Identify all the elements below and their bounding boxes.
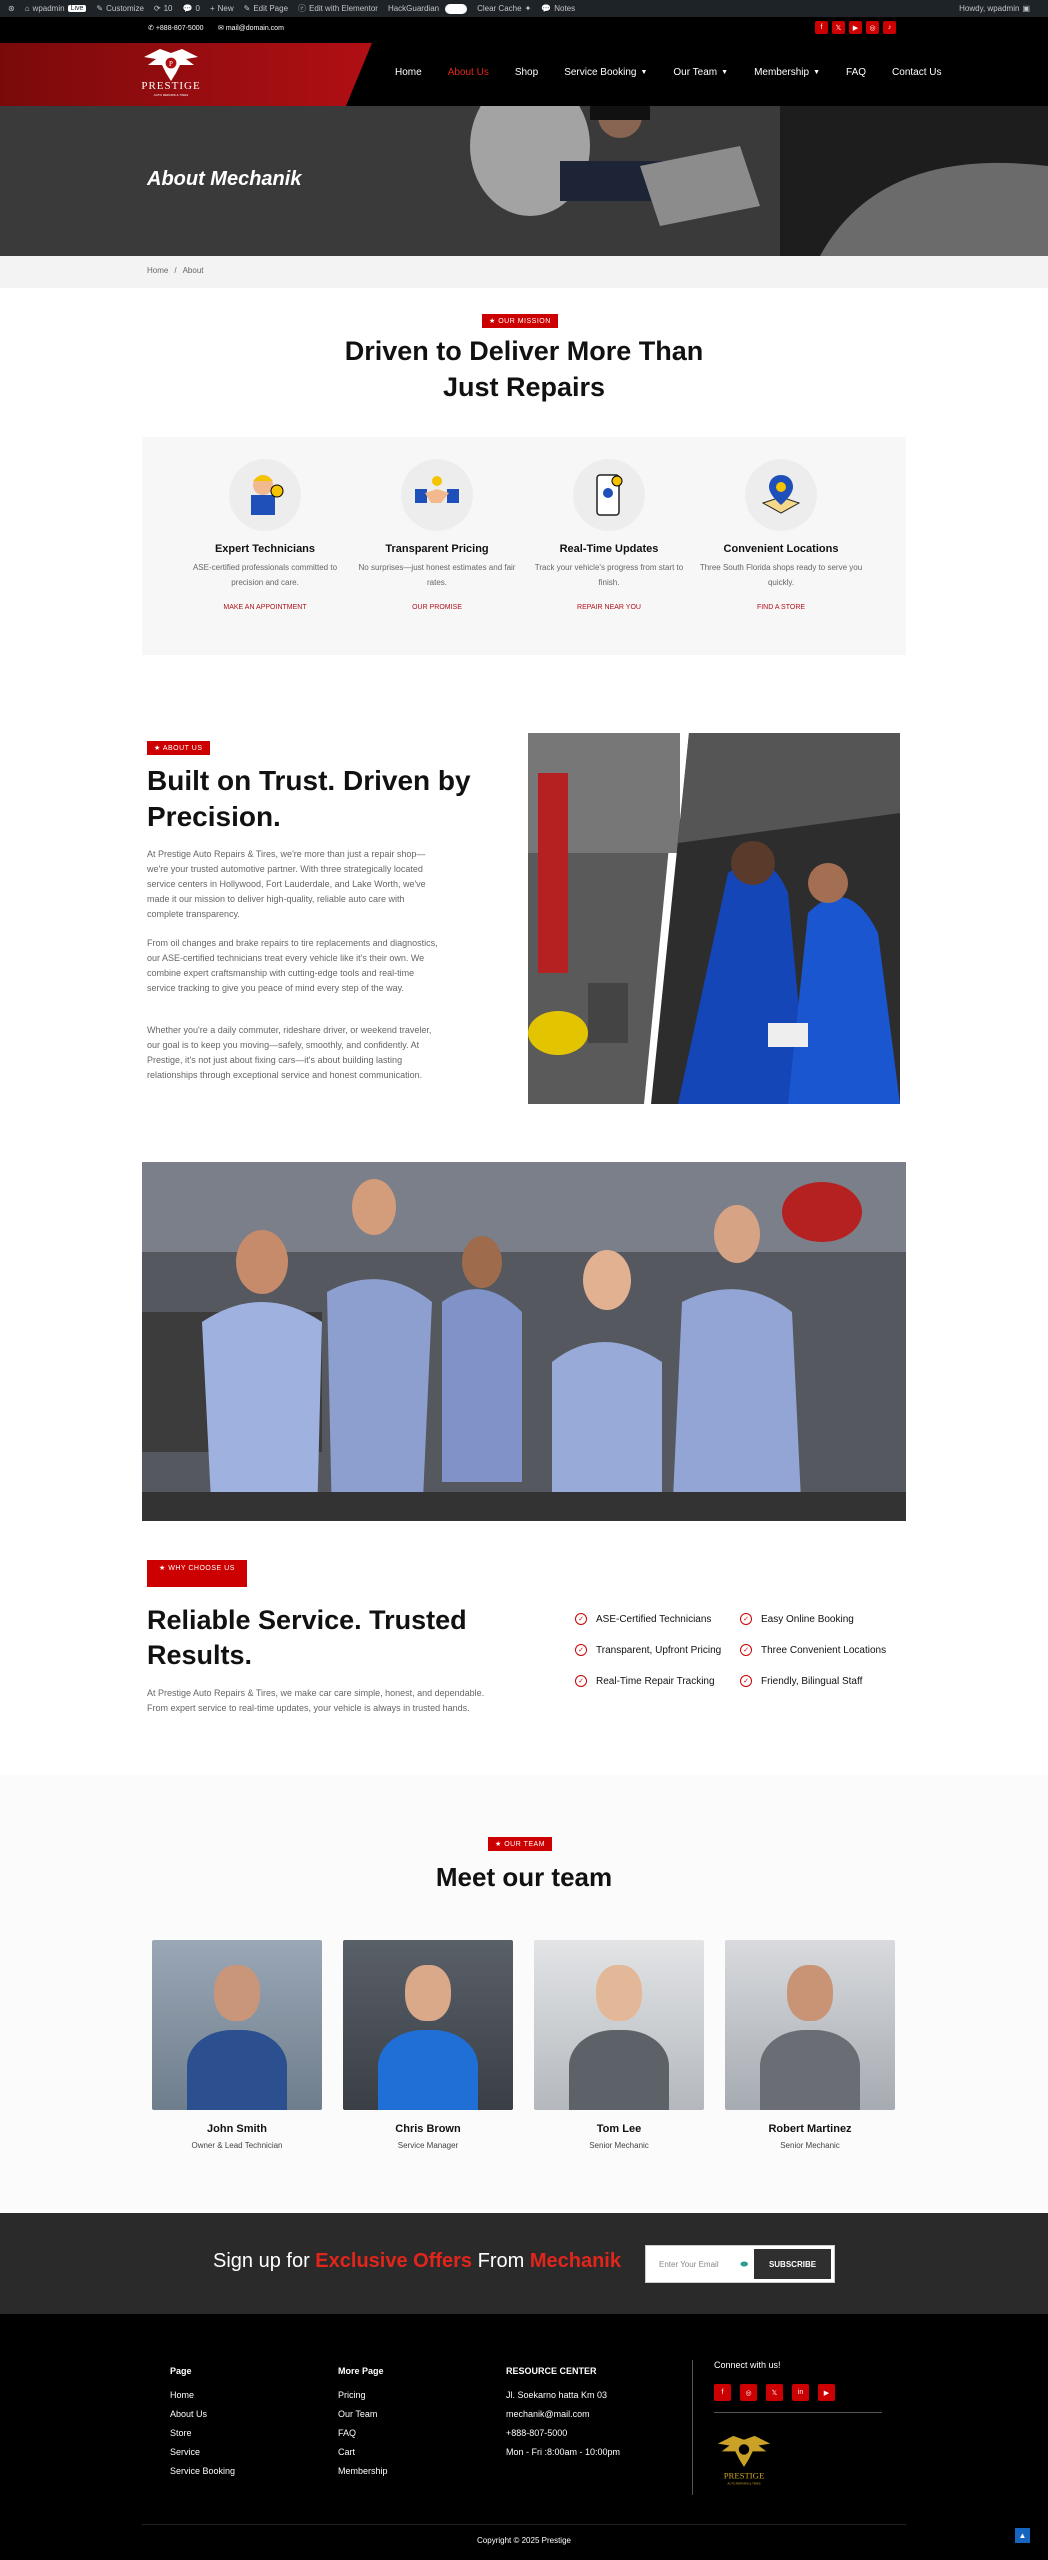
team-member-card[interactable] <box>534 1940 704 2150</box>
why-choose-badge: ★ WHY CHOOSE US <box>147 1560 247 1587</box>
chevron-up-icon: ▲ <box>1018 2531 1027 2540</box>
member-role: Service Manager <box>397 2141 459 2150</box>
mission-badge: ★ OUR MISSION <box>482 314 558 328</box>
check-label: Real-Time Repair Tracking <box>596 1675 715 1687</box>
check-label: Transparent, Upfront Pricing <box>596 1644 722 1656</box>
nav-shop[interactable] <box>515 67 538 78</box>
footer-col-title: Page <box>170 2366 192 2376</box>
footer-link[interactable]: Service <box>170 2447 201 2457</box>
about-badge: ★ ABOUT US <box>147 741 210 755</box>
mission-title <box>0 333 1048 405</box>
wp-logo-icon[interactable]: ⊛ <box>8 4 15 13</box>
notes-link[interactable]: 💬 Notes <box>541 4 576 13</box>
nav-about-label: About Us <box>447 67 489 78</box>
topbar-email-text: mail@domain.com <box>225 25 284 32</box>
breadcrumb-separator: / <box>174 266 177 275</box>
footer-connect-divider <box>714 2412 882 2413</box>
our-promise-link[interactable]: OUR PROMISE <box>412 604 462 611</box>
hackguardian-label: HackGuardian <box>387 4 440 13</box>
check-label: Friendly, Bilingual Staff <box>761 1675 863 1687</box>
new-link[interactable]: + New <box>209 4 234 13</box>
about-images <box>528 733 900 1105</box>
live-badge: Live <box>68 5 87 12</box>
find-a-store-link[interactable]: FIND A STORE <box>756 604 806 611</box>
chevron-down-icon: ▼ <box>813 69 821 76</box>
customize-link[interactable]: ✎ Customize <box>96 4 144 13</box>
mail-icon: ✉ <box>218 25 224 32</box>
site-logo[interactable] <box>140 45 202 100</box>
subscribe-button[interactable]: SUBSCRIBE <box>754 2249 831 2279</box>
member-role: Senior Mechanic <box>780 2141 840 2150</box>
team-group-photo <box>142 1162 906 1521</box>
nav-home-label: Home <box>395 67 422 78</box>
feature-real-time-updates <box>524 459 694 611</box>
about-paragraph-1: At Prestige Auto Repairs & Tires, we're more than just a repair shop—we're your trusted automotive partner. With three strategically located service centers in Hollywood, Fort Lauderdale, and Lake Worth, we've made it our mission to deliver high-quality, reliable auto care with complete transparency. <box>147 849 426 919</box>
map-pin-icon <box>745 459 817 531</box>
eagle-logo-icon <box>714 2432 774 2492</box>
features-panel <box>142 437 906 655</box>
customize-label: Customize <box>106 4 144 13</box>
howdy-label: Howdy, wpadmin <box>959 4 1020 13</box>
team-title: Meet our team <box>435 1862 613 1892</box>
member-name: Chris Brown <box>395 2123 461 2135</box>
feature-title: Transparent Pricing <box>385 543 489 555</box>
check-circle-icon: ✓ <box>575 1644 587 1656</box>
newsletter-form <box>646 2246 834 2282</box>
main-nav <box>395 39 968 106</box>
feature-convenient-locations <box>696 459 866 611</box>
nav-membership-label: Membership <box>754 67 810 78</box>
member-role: Senior Mechanic <box>589 2141 649 2150</box>
make-appointment-link[interactable]: MAKE AN APPOINTMENT <box>223 604 307 611</box>
newsletter-section <box>0 2213 1048 2314</box>
youtube-icon[interactable]: ▶ <box>818 2384 835 2401</box>
team-badge: ★ OUR TEAM <box>488 1837 552 1851</box>
comments-count: 0 <box>195 4 200 13</box>
check-circle-icon: ✓ <box>740 1644 752 1656</box>
about-paragraph-2: From oil changes and brake repairs to tire replacements and diagnostics, our ASE-certified technicians treat every vehicle like it's their own. We combine expert craftsmanship with cutting-edge tools and real-time service tracking to give you peace of mind every step of the way. <box>147 938 438 993</box>
member-name: Robert Martinez <box>768 2123 852 2135</box>
comments-link[interactable]: 💬 0 <box>182 4 200 13</box>
member-role: Owner & Lead Technician <box>191 2141 283 2150</box>
check-label: Easy Online Booking <box>761 1613 854 1625</box>
footer-link[interactable]: FAQ <box>338 2428 357 2438</box>
feature-title: Real-Time Updates <box>559 543 659 555</box>
nav-service-label: Service Booking <box>564 67 637 78</box>
chevron-down-icon: ▼ <box>640 69 648 76</box>
nav-our-team[interactable] <box>673 67 728 78</box>
newsletter-heading <box>213 2250 621 2273</box>
breadcrumb <box>0 256 1048 288</box>
wp-admin-bar <box>0 0 1048 17</box>
nav-about-us[interactable] <box>448 67 489 78</box>
admin-site-label: wpadmin <box>32 4 65 13</box>
admin-site-link[interactable]: ⌂ wpadmin Live <box>25 4 87 13</box>
check-item <box>740 1644 886 1656</box>
x-icon[interactable]: 𝕏 <box>766 2384 783 2401</box>
member-name: Tom Lee <box>596 2123 642 2135</box>
newsletter-text-1: Sign up for <box>213 2250 316 2272</box>
check-item <box>575 1613 711 1625</box>
eagle-logo-icon <box>140 45 202 85</box>
feature-title: Expert Technicians <box>214 543 316 555</box>
check-item <box>575 1675 715 1687</box>
footer-phone[interactable]: +888-807-5000 <box>506 2428 568 2438</box>
nav-home[interactable] <box>395 67 422 78</box>
about-paragraph-3: Whether you're a daily commuter, rideshare driver, or weekend traveler, our goal is to keep you moving—safely, smoothly, and confidently. At Prestige, it's not just about fixing cars—it's about building lasting relationships through exceptional service and honest communication. <box>147 1025 432 1080</box>
team-member-card[interactable] <box>343 1940 513 2150</box>
updates-count: 10 <box>163 4 173 13</box>
topbar-socials <box>815 21 896 34</box>
member-name: John Smith <box>207 2123 267 2135</box>
feature-desc: ASE-certified professionals committed to precision and care. <box>192 563 338 587</box>
nav-shop-label: Shop <box>514 67 539 78</box>
facebook-icon[interactable]: f <box>815 21 828 34</box>
breadcrumb-current: About <box>182 266 204 275</box>
howdy-link[interactable]: Howdy, wpadmin ▣ <box>959 4 1030 13</box>
mission-title-line2: Just Repairs <box>442 372 606 402</box>
footer-link[interactable]: Pricing <box>338 2390 366 2400</box>
contact-topbar <box>0 17 1048 39</box>
notes-label: Notes <box>554 4 576 13</box>
nav-faq-label: FAQ <box>846 67 867 78</box>
member-photo <box>152 1940 322 2110</box>
nav-contact-label: Contact Us <box>892 67 942 78</box>
page-hero <box>0 106 1048 256</box>
check-label: Three Convenient Locations <box>761 1644 887 1656</box>
edit-page-label: Edit Page <box>253 4 289 13</box>
member-photo <box>534 1940 704 2110</box>
chevron-down-icon: ▼ <box>721 69 729 76</box>
footer-divider <box>692 2360 693 2495</box>
topbar-phone[interactable] <box>148 24 204 32</box>
feature-expert-technicians <box>180 459 350 611</box>
member-photo <box>343 1940 513 2110</box>
footer-col-title: RESOURCE CENTER <box>506 2366 597 2376</box>
breadcrumb-home[interactable]: Home <box>147 266 169 275</box>
team-member-card[interactable] <box>725 1940 895 2150</box>
phone-update-icon <box>573 459 645 531</box>
team-member-card[interactable] <box>152 1940 322 2150</box>
logo-tagline: AUTO REPAIRS & TIRES <box>153 93 189 97</box>
nav-faq[interactable] <box>846 67 866 78</box>
topbar-phone-text: +888-807-5000 <box>155 25 204 32</box>
check-circle-icon: ✓ <box>575 1675 587 1687</box>
feature-title: Convenient Locations <box>723 543 839 555</box>
check-label: ASE-Certified Technicians <box>596 1613 712 1625</box>
elementor-link[interactable]: ⓔ Edit with Elementor <box>298 4 378 13</box>
email-input[interactable]: Enter Your Email <box>659 2259 719 2269</box>
hackguardian-link[interactable] <box>388 4 467 14</box>
footer-logo[interactable] <box>714 2432 774 2492</box>
linkedin-icon[interactable]: in <box>792 2384 809 2401</box>
mission-title-line1: Driven to Deliver More Than <box>344 336 704 366</box>
footer-col-resource <box>506 2366 620 2466</box>
feature-transparent-pricing <box>352 459 522 611</box>
instagram-icon[interactable]: ◎ <box>866 21 879 34</box>
footer-col-more <box>338 2366 388 2485</box>
new-label: New <box>217 4 234 13</box>
newsletter-highlight-2: Mechanik <box>529 2250 621 2272</box>
feature-desc: Track your vehicle's progress from start to finish. <box>534 563 684 587</box>
svg-text:P: P <box>169 60 173 68</box>
nav-membership[interactable] <box>754 67 820 78</box>
feature-desc: No surprises—just honest estimates and fair rates. <box>358 563 516 587</box>
technician-icon <box>229 459 301 531</box>
footer-address: Jl. Soekarno hatta Km 03 <box>506 2390 608 2400</box>
check-item <box>740 1675 862 1687</box>
x-icon[interactable]: 𝕏 <box>832 21 845 34</box>
logo-brand: PRESTIGE <box>141 80 201 92</box>
repair-near-you-link[interactable]: REPAIR NEAR YOU <box>577 604 641 611</box>
copyright: Copyright © 2025 Prestige <box>477 2536 571 2545</box>
check-circle-icon: ✓ <box>740 1613 752 1625</box>
hackguardian-toggle[interactable] <box>445 4 467 14</box>
why-description: At Prestige Auto Repairs & Tires, we make car care simple, honest, and dependable. From expert service to real-time updates, your vehicle is always in trusted hands. <box>147 1688 485 1713</box>
edit-page-link[interactable]: ✎ Edit Page <box>243 4 289 13</box>
footer-col-title: More Page <box>338 2366 384 2376</box>
check-item <box>575 1644 721 1656</box>
about-title: Built on Trust. Driven by Precision. <box>147 765 471 832</box>
footer-col-page <box>170 2366 235 2485</box>
nav-service-booking[interactable] <box>564 67 647 78</box>
footer-logo-brand: PRESTIGE <box>723 2470 765 2481</box>
feature-desc: Three South Florida shops ready to serve you quickly. <box>699 563 863 587</box>
password-manager-icon[interactable]: ⬬ <box>740 2258 748 2269</box>
check-circle-icon: ✓ <box>575 1613 587 1625</box>
page-title: About Mechanik <box>147 168 302 190</box>
phone-icon: ✆ <box>148 25 154 32</box>
nav-contact-us[interactable] <box>892 67 941 78</box>
elementor-label: Edit with Elementor <box>309 4 378 13</box>
footer-connect-heading: Connect with us! <box>714 2360 781 2370</box>
site-header <box>0 39 1048 106</box>
facebook-icon[interactable]: f <box>714 2384 731 2401</box>
why-title: Reliable Service. Trusted Results. <box>147 1605 467 1670</box>
footer-link[interactable]: Service Booking <box>170 2466 236 2476</box>
footer-logo-tagline: AUTO REPAIRS & TIRES <box>727 2481 761 2486</box>
footer-link[interactable]: Cart <box>338 2447 356 2457</box>
topbar-email[interactable] <box>218 24 284 32</box>
youtube-icon[interactable]: ▶ <box>849 21 862 34</box>
footer-email[interactable]: mechanik@mail.com <box>506 2409 590 2419</box>
footer-link[interactable]: Store <box>170 2428 192 2438</box>
footer-link[interactable]: Home <box>170 2390 195 2400</box>
newsletter-text-2: From <box>472 2250 530 2272</box>
footer-link[interactable]: Membership <box>338 2466 388 2476</box>
check-item <box>740 1613 854 1625</box>
footer-link[interactable]: About Us <box>170 2409 208 2419</box>
footer-bottom-divider <box>142 2524 906 2525</box>
instagram-icon[interactable]: ◎ <box>740 2384 757 2401</box>
member-photo <box>725 1940 895 2110</box>
nav-team-label: Our Team <box>673 67 718 78</box>
footer-socials <box>714 2384 835 2401</box>
newsletter-highlight-1: Exclusive Offers <box>315 2250 473 2272</box>
check-circle-icon: ✓ <box>740 1675 752 1687</box>
updates-link[interactable]: ⟳ 10 <box>153 4 173 13</box>
clear-cache-label: Clear Cache <box>477 4 522 13</box>
footer-link[interactable]: Our Team <box>338 2409 378 2419</box>
clear-cache-link[interactable]: Clear Cache ✦ <box>477 4 532 13</box>
handshake-icon <box>401 459 473 531</box>
tiktok-icon[interactable]: ♪ <box>883 21 896 34</box>
footer-hours: Mon - Fri :8:00am - 10:00pm <box>506 2447 621 2457</box>
scroll-to-top-button[interactable] <box>1015 2528 1030 2543</box>
